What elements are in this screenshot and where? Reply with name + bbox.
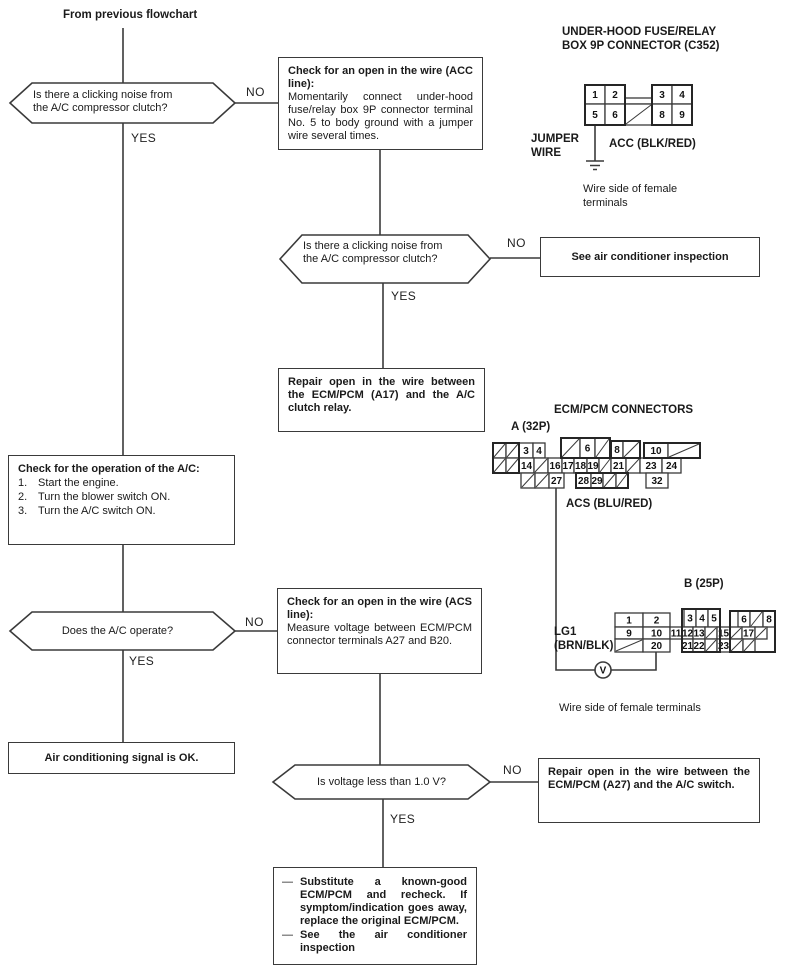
list-item-text: Turn the blower switch ON. — [38, 491, 171, 503]
terminal-number: 4 — [679, 90, 685, 101]
no-label-2: NO — [507, 236, 526, 250]
terminal-see-ac-inspection: See air conditioner inspection — [540, 237, 760, 277]
list-item — [18, 491, 225, 504]
a32p-label: A (32P) — [511, 421, 551, 433]
acs-wire-label: ACS (BLU/RED) — [566, 498, 653, 510]
terminal-number: 27 — [550, 476, 563, 487]
acc-wire-label: ACC (BLK/RED) — [609, 138, 696, 150]
list-item-text: Substitute a known-good ECM/PCM and recheck. If symptom/indication goes away, replace the original ECM/PCM. — [300, 876, 467, 927]
yes-label-3: YES — [129, 654, 155, 668]
terminal-number: 20 — [650, 641, 663, 652]
numbered-steps — [18, 477, 225, 518]
terminal-number: 6 — [741, 614, 747, 626]
decision-ac-operate-text: Does the A/C operate? — [61, 625, 174, 637]
no-label-4: NO — [503, 763, 522, 777]
terminal-number: 18 — [574, 461, 587, 472]
terminal-number: 12 — [681, 628, 694, 640]
terminal-number: 5 — [592, 110, 598, 121]
terminal-number: 23 — [717, 641, 730, 652]
terminal-number: 22 — [693, 641, 705, 652]
box-body: Momentarily connect under-hood fuse/relay box 9P connector terminal No. 5 to body ground with a jumper wire several times. — [288, 91, 473, 142]
terminal-repair-a27-wire: Repair open in the wire between the ECM/PCM (A27) and the A/C switch. — [538, 758, 760, 823]
terminal-number: 3 — [523, 446, 529, 457]
terminal-number: 5 — [711, 613, 717, 625]
terminal-number: 9 — [679, 110, 685, 121]
list-item — [18, 477, 225, 490]
from-previous-label: From previous flowchart — [63, 9, 198, 21]
ground-icon — [586, 161, 604, 170]
jumper-wire-label: JUMPER WIRE — [531, 133, 579, 159]
terminal-number: 2 — [653, 615, 660, 627]
terminal-number: 6 — [612, 110, 618, 121]
lg1-wire-line — [611, 652, 656, 670]
no-label-1: NO — [246, 85, 265, 99]
connector-cell — [625, 98, 652, 104]
terminal-number: 3 — [687, 613, 693, 625]
list-item — [282, 876, 467, 928]
list-item-text: See the air conditioner inspection — [300, 929, 467, 954]
terminal-signal-ok: Air conditioning signal is OK. — [8, 742, 235, 774]
terminal-number: 6 — [584, 443, 591, 455]
terminal-number: 8 — [659, 110, 665, 121]
b25p-label: B (25P) — [684, 578, 724, 590]
terminal-number: 19 — [587, 461, 599, 472]
wire-side-note-2: Wire side of female terminals — [559, 702, 701, 714]
terminal-number: 17 — [742, 628, 755, 640]
process-check-acs-line — [277, 588, 482, 674]
terminal-number: 13 — [693, 628, 705, 640]
terminal-number: 3 — [659, 90, 665, 101]
svg-text:V: V — [599, 665, 607, 677]
terminal-number: 29 — [591, 476, 603, 487]
box-heading: Check for an open in the wire (ACS line): — [287, 596, 472, 621]
list-item-text: Turn the A/C switch ON. — [38, 505, 156, 517]
terminal-repair-a17-wire: Repair open in the wire between the ECM/PCM (A17) and the A/C clutch relay. — [278, 368, 485, 432]
yes-label-1: YES — [131, 131, 157, 145]
terminal-number: 8 — [614, 445, 620, 456]
terminal-substitute-ecm — [273, 867, 477, 965]
list-item-marker: — — [282, 929, 293, 941]
terminal-number: 4 — [536, 446, 542, 457]
terminal-number: 1 — [592, 90, 598, 101]
list-item-marker: 1. — [18, 477, 28, 489]
process-check-acc-line — [278, 57, 483, 150]
process-check-ac-operation — [8, 455, 235, 545]
terminal-number: 32 — [651, 476, 663, 487]
terminal-number: 4 — [699, 613, 705, 625]
decision-voltage-text: Is voltage less than 1.0 V? — [316, 776, 447, 788]
decision-clicking-noise-2-text: Is there a clicking noise from the A/C compressor clutch? — [303, 240, 443, 265]
list-item — [18, 505, 225, 518]
terminal-number: 9 — [626, 628, 632, 640]
terminal-number: 10 — [650, 628, 663, 640]
list-item-marker: 2. — [18, 491, 28, 503]
terminal-number: 11 — [670, 628, 682, 640]
list-item — [282, 929, 467, 955]
terminal-number: 2 — [612, 90, 618, 101]
yes-label-4: YES — [390, 812, 416, 826]
box-body: Measure voltage between ECM/PCM connector terminals A27 and B20. — [287, 622, 472, 647]
dash-items — [282, 876, 467, 955]
terminal-number: 15 — [717, 628, 730, 640]
fusebox-9p-connector-diagram — [585, 85, 693, 127]
terminal-number: 21 — [681, 641, 694, 652]
terminal-number: 24 — [665, 461, 678, 472]
list-item-text: Start the engine. — [38, 477, 119, 489]
terminal-number: 10 — [650, 446, 662, 457]
yes-label-2: YES — [391, 289, 417, 303]
terminal-number: 28 — [577, 476, 590, 487]
no-label-3: NO — [245, 615, 264, 629]
terminal-number: 17 — [562, 461, 574, 472]
box-heading: Check for an open in the wire (ACC line): — [288, 65, 473, 90]
terminal-number: 21 — [612, 461, 625, 472]
terminal-number: 14 — [520, 461, 533, 472]
list-item-marker: 3. — [18, 505, 28, 517]
box-heading: Check for the operation of the A/C: — [18, 463, 200, 475]
fusebox-title: UNDER-HOOD FUSE/RELAY BOX 9P CONNECTOR (C352) — [562, 26, 720, 52]
terminal-number: 8 — [766, 614, 772, 626]
decision-clicking-noise-1-text: Is there a clicking noise from the A/C compressor clutch? — [33, 89, 173, 114]
terminal-number: 1 — [626, 615, 632, 627]
lg1-wire-label: LG1 (BRN/BLK) — [554, 626, 614, 652]
terminal-number: 23 — [645, 461, 657, 472]
terminal-number: 16 — [549, 461, 561, 472]
list-item-marker: — — [282, 876, 293, 888]
wire-side-note-1: Wire side of female terminals — [583, 183, 678, 209]
ecm-b25p-connector-diagram — [615, 609, 777, 654]
ecm-a32p-connector-diagram — [493, 438, 703, 490]
ecm-connectors-title: ECM/PCM CONNECTORS — [554, 404, 694, 416]
voltmeter-icon — [595, 662, 611, 678]
